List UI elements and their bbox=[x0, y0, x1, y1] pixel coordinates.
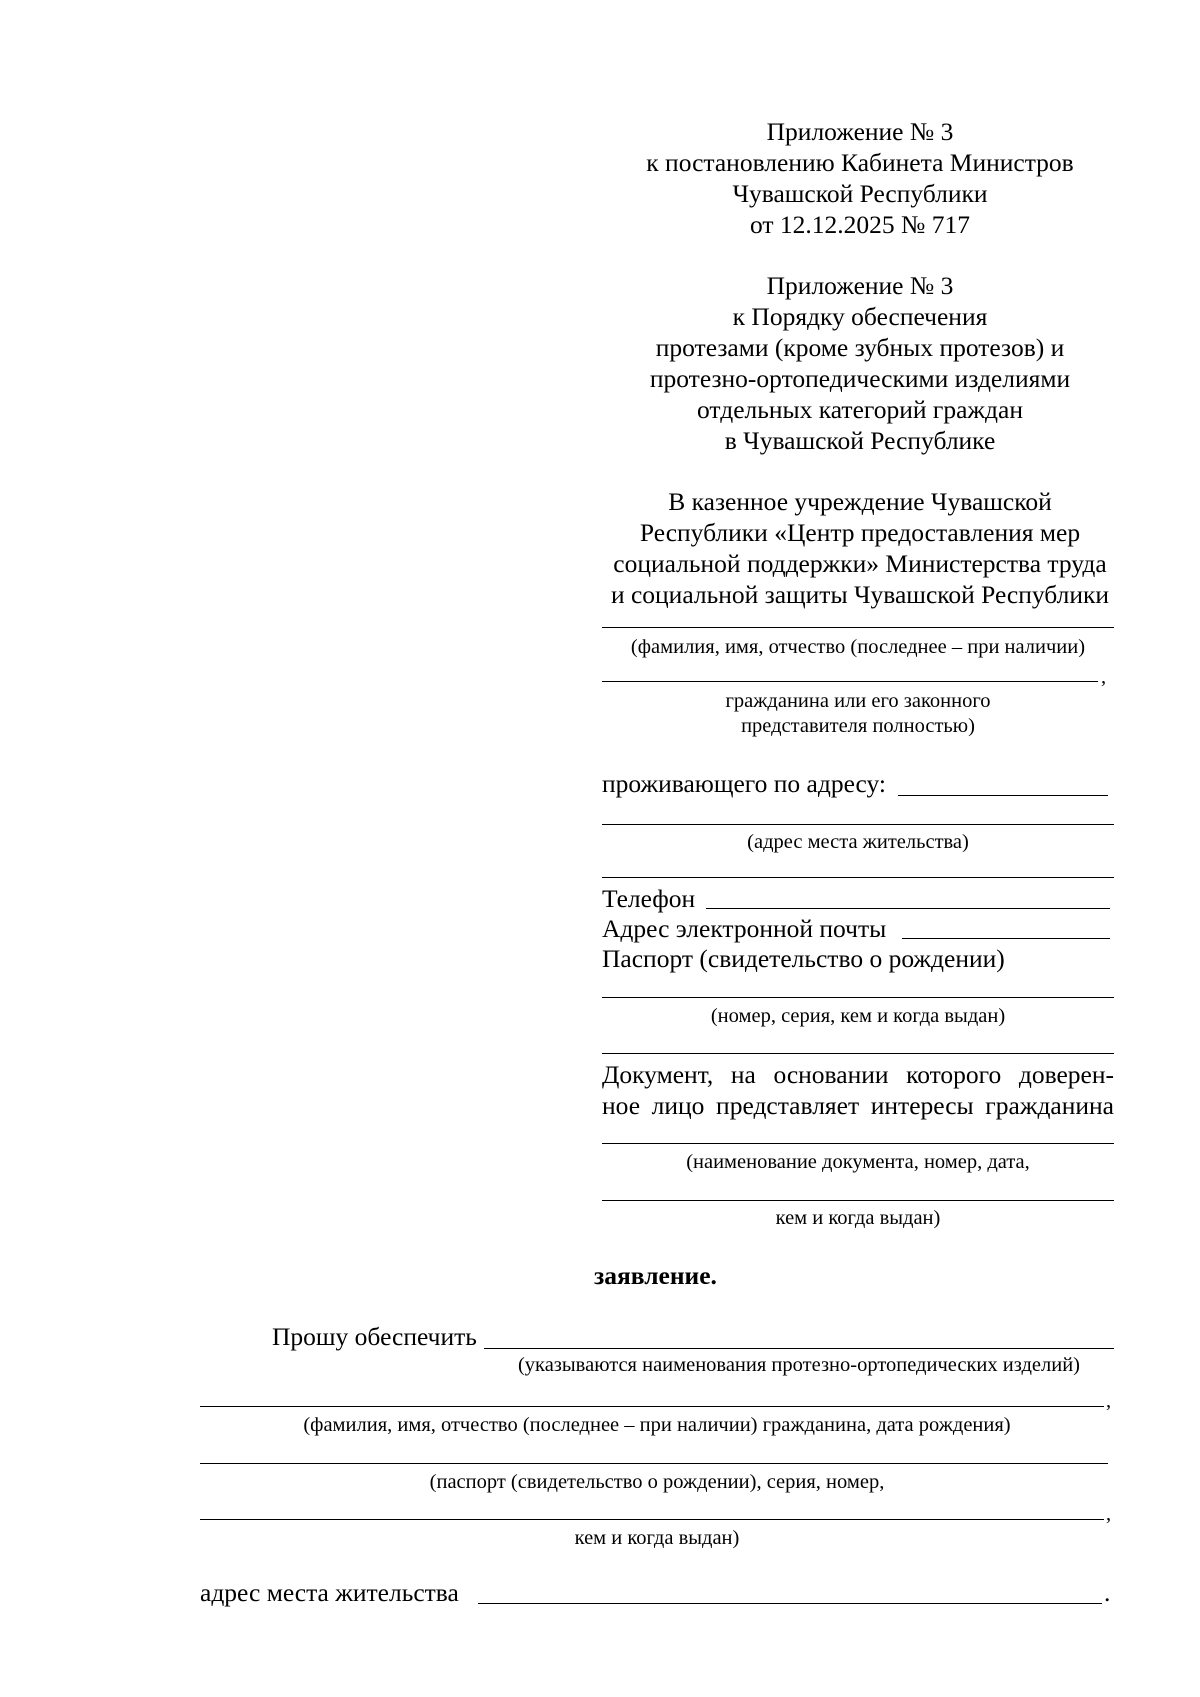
passport-input-line-2[interactable] bbox=[602, 1053, 1114, 1054]
address-input-line[interactable] bbox=[898, 795, 1108, 796]
statement-heading: заявление. bbox=[594, 1261, 717, 1290]
phone-label: Телефон bbox=[602, 884, 696, 913]
proxy-hint: (наименование документа, номер, дата, bbox=[686, 1151, 1030, 1173]
passport-input-line-3[interactable] bbox=[200, 1463, 1108, 1464]
passport-hint-2: (паспорт (свидетельство о рождении), серия, номер, bbox=[429, 1471, 885, 1493]
request-input-line[interactable] bbox=[484, 1348, 1114, 1349]
addressee-line: Республики «Центр предоставления мер bbox=[639, 518, 1081, 547]
proxy-text: ное лицо представляет интересы гражданина bbox=[602, 1091, 1114, 1120]
email-label: Адрес электронной почты bbox=[602, 914, 887, 943]
address-label: проживающего по адресу: bbox=[602, 769, 886, 798]
request-label: Прошу обеспечить bbox=[272, 1322, 477, 1351]
passport-input-line[interactable] bbox=[602, 997, 1114, 998]
residence-input-line[interactable] bbox=[478, 1603, 1102, 1604]
proxy-input-line-2[interactable] bbox=[602, 1200, 1114, 1201]
citizen-input-line[interactable] bbox=[200, 1406, 1104, 1407]
passport-hint: (номер, серия, кем и когда выдан) bbox=[710, 1005, 1006, 1027]
fio-hint: представителя полностью) bbox=[741, 715, 975, 737]
fio-hint: гражданина или его законного bbox=[725, 690, 991, 712]
appendix-line: отдельных категорий граждан bbox=[697, 395, 1023, 424]
issued-input-line[interactable] bbox=[200, 1519, 1104, 1520]
fio-input-line[interactable] bbox=[602, 627, 1114, 628]
appendix-line: Чувашской Республики bbox=[732, 179, 988, 208]
addressee-line: В казенное учреждение Чувашской bbox=[668, 487, 1052, 516]
appendix-line: в Чувашской Республике bbox=[724, 426, 996, 455]
appendix-title: Приложение № 3 bbox=[766, 117, 954, 146]
proxy-text: Документ, на основании которого доверен- bbox=[602, 1060, 1114, 1089]
address-input-line-2[interactable] bbox=[602, 824, 1114, 825]
request-hint: (указываются наименования протезно-ортопедических изделий) bbox=[517, 1354, 1081, 1376]
fio-input-line-2[interactable] bbox=[602, 681, 1098, 682]
fio-hint: (фамилия, имя, отчество (последнее – при наличии) bbox=[630, 636, 1086, 658]
addressee-line: и социальной защиты Чувашской Республики bbox=[610, 580, 1110, 609]
passport-label: Паспорт (свидетельство о рождении) bbox=[602, 944, 1005, 973]
proxy-hint: кем и когда выдан) bbox=[775, 1207, 941, 1229]
proxy-input-line[interactable] bbox=[602, 1143, 1114, 1144]
email-input-line[interactable] bbox=[902, 938, 1110, 939]
appendix-line: протезами (кроме зубных протезов) и bbox=[655, 333, 1065, 362]
appendix-title: Приложение № 3 bbox=[766, 271, 954, 300]
residence-label: адрес места жительства bbox=[200, 1578, 459, 1607]
comma: , bbox=[1106, 1503, 1112, 1525]
period: . bbox=[1104, 1578, 1111, 1607]
citizen-hint: (фамилия, имя, отчество (последнее – при наличии) гражданина, дата рождения) bbox=[303, 1414, 1011, 1436]
phone-input-line[interactable] bbox=[706, 908, 1110, 909]
appendix-date-number: от 12.12.2025 № 717 bbox=[749, 210, 970, 239]
appendix-line: к Порядку обеспечения bbox=[732, 302, 988, 331]
comma: , bbox=[1101, 666, 1107, 688]
issued-hint: кем и когда выдан) bbox=[574, 1527, 740, 1549]
address-hint: (адрес места жительства) bbox=[747, 831, 969, 853]
comma: , bbox=[1106, 1390, 1112, 1412]
appendix-line: протезно-ортопедическими изделиями bbox=[649, 364, 1071, 393]
addressee-line: социальной поддержки» Министерства труда bbox=[613, 549, 1107, 578]
appendix-line: к постановлению Кабинета Министров bbox=[646, 148, 1074, 177]
address-input-line-3[interactable] bbox=[602, 877, 1114, 878]
